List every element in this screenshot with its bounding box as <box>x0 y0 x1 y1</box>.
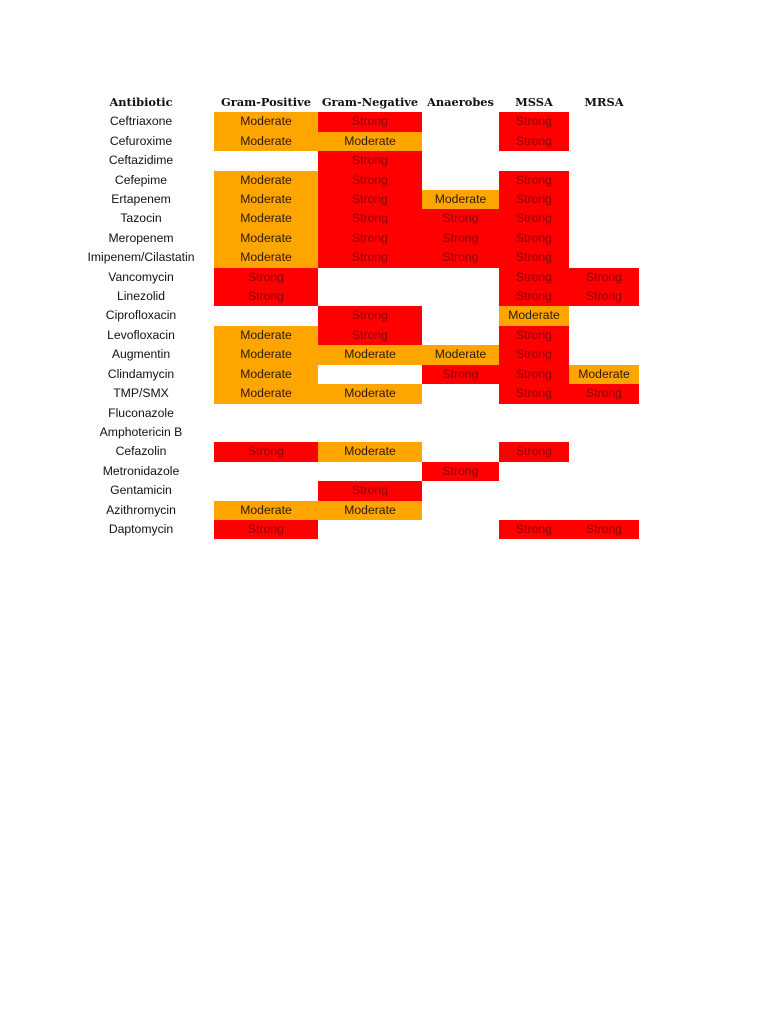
antibiotic-name: Ciprofloxacin <box>105 308 177 323</box>
mssa-cell: Strong <box>499 287 569 306</box>
mrsa-cell <box>569 306 639 325</box>
anaerobes-cell: Strong <box>422 365 499 384</box>
gram-positive-cell: Strong <box>214 287 318 306</box>
table-row <box>68 306 639 325</box>
gram-negative-cell <box>318 462 422 481</box>
antibiotic-name: Cefuroxime <box>109 133 173 148</box>
gram-positive-cell: Moderate <box>214 112 318 131</box>
column-header-anaerobes: Anaerobes <box>427 95 494 109</box>
table-body <box>68 112 639 539</box>
anaerobes-cell <box>422 384 499 403</box>
mrsa-cell <box>569 442 639 461</box>
mssa-cell <box>499 423 569 442</box>
gram-negative-cell <box>318 287 422 306</box>
mrsa-cell: Strong <box>569 384 639 403</box>
mrsa-cell <box>569 229 639 248</box>
header-row <box>68 93 639 112</box>
anaerobes-cell <box>422 481 499 500</box>
gram-positive-cell: Strong <box>214 268 318 287</box>
gram-positive-cell: Moderate <box>214 209 318 228</box>
antibiotic-name: TMP/SMX <box>113 386 169 401</box>
mssa-cell: Strong <box>499 442 569 461</box>
anaerobes-cell <box>422 404 499 423</box>
gram-negative-cell: Moderate <box>318 384 422 403</box>
gram-positive-cell: Moderate <box>214 365 318 384</box>
gram-positive-cell <box>214 151 318 170</box>
table-row <box>68 423 639 442</box>
table-row <box>68 151 639 170</box>
mssa-cell: Strong <box>499 171 569 190</box>
mssa-cell: Strong <box>499 248 569 267</box>
anaerobes-cell: Moderate <box>422 190 499 209</box>
mrsa-cell: Strong <box>569 287 639 306</box>
table-row <box>68 268 639 287</box>
gram-negative-cell: Strong <box>318 209 422 228</box>
mrsa-cell <box>569 501 639 520</box>
column-header-antibiotic: Antibiotic <box>109 95 173 109</box>
table-row <box>68 345 639 364</box>
table-row <box>68 287 639 306</box>
mssa-cell: Strong <box>499 132 569 151</box>
anaerobes-cell: Strong <box>422 229 499 248</box>
gram-negative-cell: Strong <box>318 112 422 131</box>
gram-positive-cell: Moderate <box>214 171 318 190</box>
mrsa-cell <box>569 151 639 170</box>
gram-positive-cell: Moderate <box>214 248 318 267</box>
gram-positive-cell <box>214 462 318 481</box>
antibiotic-name: Amphotericin B <box>99 424 183 439</box>
table-row <box>68 171 639 190</box>
antibiotic-name: Augmentin <box>111 347 171 362</box>
antibiotic-name: Levofloxacin <box>107 327 175 342</box>
anaerobes-cell <box>422 151 499 170</box>
anaerobes-cell <box>422 423 499 442</box>
mssa-cell <box>499 462 569 481</box>
mssa-cell: Strong <box>499 112 569 131</box>
mssa-cell <box>499 481 569 500</box>
gram-negative-cell <box>318 268 422 287</box>
gram-negative-cell <box>318 365 422 384</box>
antibiotic-name: Azithromycin <box>106 502 176 517</box>
gram-negative-cell: Moderate <box>318 442 422 461</box>
table-row <box>68 404 639 423</box>
anaerobes-cell <box>422 132 499 151</box>
gram-negative-cell <box>318 520 422 539</box>
mrsa-cell: Strong <box>569 520 639 539</box>
gram-negative-cell: Strong <box>318 171 422 190</box>
gram-positive-cell: Moderate <box>214 501 318 520</box>
antibiotic-name: Metronidazole <box>102 463 180 478</box>
antibiotic-name: Cefepime <box>114 172 168 187</box>
mrsa-cell <box>569 481 639 500</box>
antibiotic-name: Ceftriaxone <box>109 114 173 129</box>
gram-negative-cell <box>318 423 422 442</box>
mrsa-cell <box>569 462 639 481</box>
mrsa-cell <box>569 209 639 228</box>
column-header-gram-positive: Gram-Positive <box>221 95 311 109</box>
table-row <box>68 501 639 520</box>
mrsa-cell: Moderate <box>569 365 639 384</box>
mssa-cell <box>499 404 569 423</box>
gram-positive-cell <box>214 404 318 423</box>
antibiotic-coverage-table <box>68 93 639 539</box>
gram-negative-cell: Strong <box>318 151 422 170</box>
table-row <box>68 112 639 131</box>
table-row <box>68 190 639 209</box>
anaerobes-cell <box>422 306 499 325</box>
gram-positive-cell: Strong <box>214 442 318 461</box>
anaerobes-cell <box>422 326 499 345</box>
gram-negative-cell: Moderate <box>318 501 422 520</box>
anaerobes-cell: Strong <box>422 209 499 228</box>
antibiotic-name: Ertapenem <box>111 192 171 207</box>
mssa-cell <box>499 151 569 170</box>
mssa-cell: Moderate <box>499 306 569 325</box>
mrsa-cell <box>569 423 639 442</box>
anaerobes-cell: Strong <box>422 248 499 267</box>
gram-negative-cell: Strong <box>318 326 422 345</box>
table-row <box>68 365 639 384</box>
table-row <box>68 384 639 403</box>
gram-negative-cell: Moderate <box>318 345 422 364</box>
table-row <box>68 520 639 539</box>
table-row <box>68 462 639 481</box>
antibiotic-name: Ceftazidime <box>108 153 174 168</box>
mssa-cell: Strong <box>499 268 569 287</box>
gram-positive-cell: Moderate <box>214 229 318 248</box>
gram-positive-cell: Moderate <box>214 132 318 151</box>
mrsa-cell <box>569 190 639 209</box>
table-row <box>68 209 639 228</box>
mssa-cell: Strong <box>499 190 569 209</box>
anaerobes-cell <box>422 268 499 287</box>
mrsa-cell <box>569 404 639 423</box>
mssa-cell: Strong <box>499 345 569 364</box>
anaerobes-cell: Strong <box>422 462 499 481</box>
mssa-cell: Strong <box>499 520 569 539</box>
gram-negative-cell: Strong <box>318 248 422 267</box>
mssa-cell: Strong <box>499 365 569 384</box>
anaerobes-cell <box>422 112 499 131</box>
mssa-cell: Strong <box>499 209 569 228</box>
gram-negative-cell: Strong <box>318 306 422 325</box>
mssa-cell: Strong <box>499 384 569 403</box>
anaerobes-cell <box>422 171 499 190</box>
antibiotic-name: Fluconazole <box>108 405 174 420</box>
mrsa-cell <box>569 171 639 190</box>
gram-positive-cell: Moderate <box>214 326 318 345</box>
table-row <box>68 132 639 151</box>
anaerobes-cell <box>422 501 499 520</box>
antibiotic-name: Cefazolin <box>115 444 167 459</box>
mrsa-cell <box>569 132 639 151</box>
mssa-cell: Strong <box>499 326 569 345</box>
antibiotic-name: Linezolid <box>116 289 166 304</box>
gram-positive-cell <box>214 306 318 325</box>
antibiotic-name: Vancomycin <box>108 269 174 284</box>
antibiotic-name: Tazocin <box>120 211 162 226</box>
gram-positive-cell: Strong <box>214 520 318 539</box>
mrsa-cell: Strong <box>569 268 639 287</box>
gram-positive-cell: Moderate <box>214 190 318 209</box>
gram-positive-cell <box>214 423 318 442</box>
mssa-cell: Strong <box>499 229 569 248</box>
anaerobes-cell <box>422 442 499 461</box>
column-header-mrsa: MRSA <box>584 95 624 109</box>
gram-positive-cell <box>214 481 318 500</box>
column-header-gram-negative: Gram-Negative <box>321 95 419 109</box>
spreadsheet-area <box>68 93 639 539</box>
gram-negative-cell: Moderate <box>318 132 422 151</box>
mssa-cell <box>499 501 569 520</box>
table-row <box>68 229 639 248</box>
antibiotic-name: Meropenem <box>108 230 174 245</box>
mrsa-cell <box>569 248 639 267</box>
antibiotic-name: Imipenem/Cilastatin <box>87 250 195 265</box>
table-row <box>68 481 639 500</box>
anaerobes-cell: Moderate <box>422 345 499 364</box>
anaerobes-cell <box>422 287 499 306</box>
gram-negative-cell: Strong <box>318 481 422 500</box>
gram-negative-cell <box>318 404 422 423</box>
gram-positive-cell: Moderate <box>214 345 318 364</box>
antibiotic-name: Gentamicin <box>110 483 172 498</box>
table-row <box>68 326 639 345</box>
mrsa-cell <box>569 112 639 131</box>
gram-negative-cell: Strong <box>318 190 422 209</box>
table-row <box>68 248 639 267</box>
mrsa-cell <box>569 345 639 364</box>
antibiotic-name: Daptomycin <box>108 521 174 536</box>
column-header-mssa: MSSA <box>515 95 553 109</box>
anaerobes-cell <box>422 520 499 539</box>
gram-positive-cell: Moderate <box>214 384 318 403</box>
table-row <box>68 442 639 461</box>
gram-negative-cell: Strong <box>318 229 422 248</box>
mrsa-cell <box>569 326 639 345</box>
antibiotic-name: Clindamycin <box>107 366 175 381</box>
